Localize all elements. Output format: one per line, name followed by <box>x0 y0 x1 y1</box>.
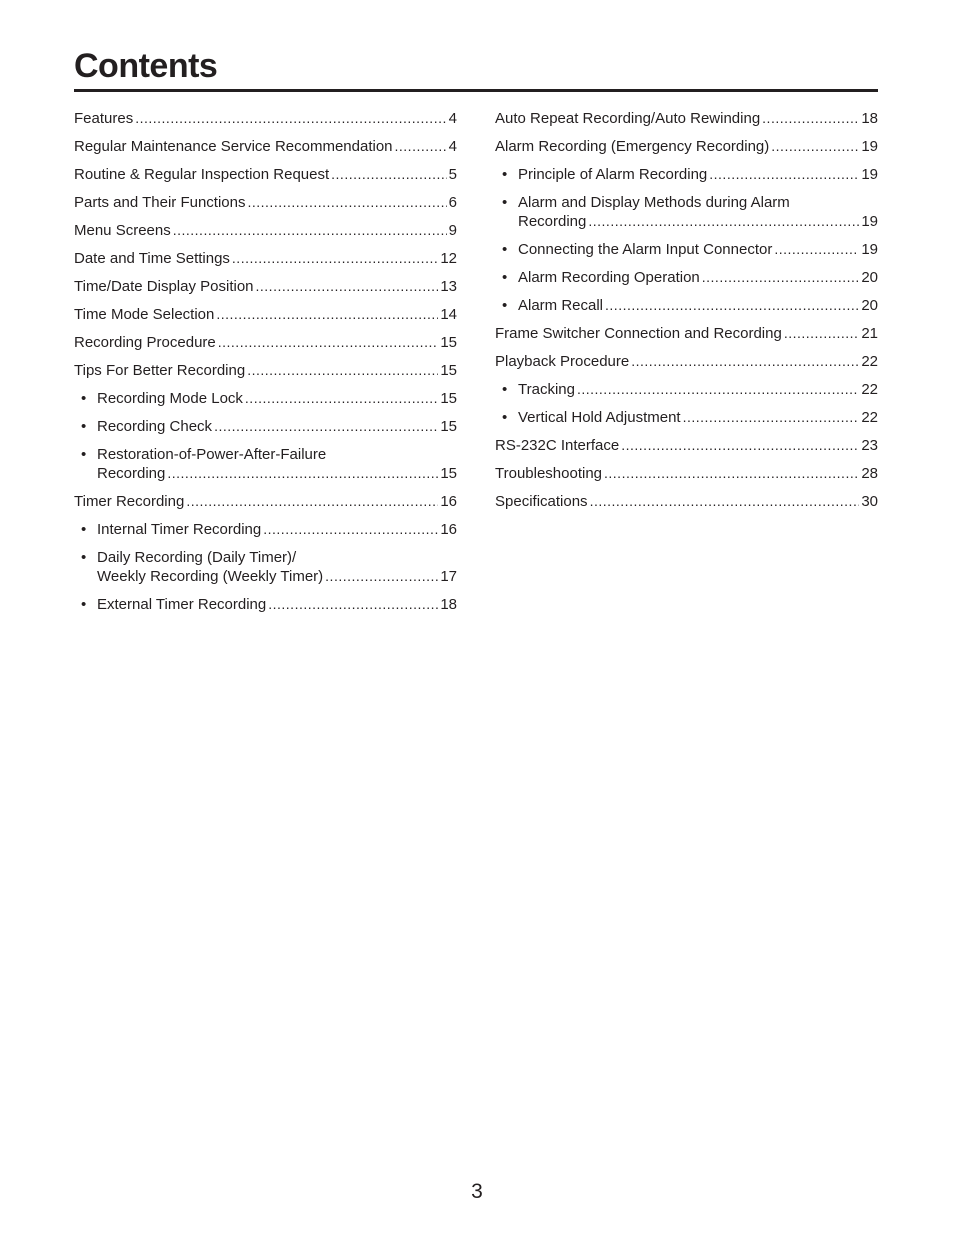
toc-entry-line <box>97 595 457 614</box>
bullet-icon: • <box>502 269 508 286</box>
toc-entry-label: Regular Maintenance Service Recommendation <box>74 138 393 155</box>
toc-entry-line <box>495 324 878 343</box>
toc-entry[interactable] <box>495 464 878 483</box>
dot-leader <box>325 567 438 586</box>
toc-entry-line <box>97 520 457 539</box>
toc-entry-page: 19 <box>861 213 878 230</box>
bullet-icon: • <box>81 549 87 566</box>
toc-entry[interactable] <box>495 324 878 343</box>
bullet-icon: • <box>502 381 508 398</box>
toc-entry-label: Recording <box>518 213 587 230</box>
toc-entry[interactable] <box>74 417 457 436</box>
toc-entry-label: Recording <box>97 465 166 482</box>
toc-entry-line <box>495 352 878 371</box>
toc-entry-page: 17 <box>440 568 457 585</box>
bullet-icon: • <box>81 521 87 538</box>
toc-entry-page: 20 <box>861 269 878 286</box>
toc-entry[interactable] <box>495 380 878 399</box>
toc-entry-line <box>74 277 457 296</box>
toc-entry-page: 18 <box>861 110 878 127</box>
toc-entry[interactable] <box>495 165 878 184</box>
toc-entry-line <box>518 380 878 399</box>
toc-entry-page: 18 <box>440 596 457 613</box>
dot-leader <box>604 464 859 483</box>
toc-entry-page: 22 <box>861 381 878 398</box>
dot-leader <box>709 165 859 184</box>
toc-entry-page: 19 <box>861 241 878 258</box>
dot-leader <box>590 492 860 511</box>
bullet-icon: • <box>502 409 508 426</box>
toc-entry-label: Alarm Recall <box>518 297 604 314</box>
toc-entry-label: Alarm Recording Operation <box>518 269 700 286</box>
toc-entry[interactable] <box>74 109 457 128</box>
toc-entry[interactable] <box>495 268 878 287</box>
toc-entry-label: Recording Mode Lock <box>97 390 243 407</box>
toc-entry-line <box>518 240 878 259</box>
toc-entry-label: Connecting the Alarm Input Connector <box>518 241 773 258</box>
toc-entry-page: 28 <box>861 465 878 482</box>
toc-entry-page: 19 <box>861 138 878 155</box>
toc-entry[interactable] <box>495 109 878 128</box>
toc-entry-label: Recording Procedure <box>74 334 216 351</box>
page-title: Contents <box>74 47 218 85</box>
toc-entry-label-line1: Restoration-of-Power-After-Failure <box>97 446 327 463</box>
bullet-icon: • <box>81 446 87 463</box>
toc-entry-page: 20 <box>861 297 878 314</box>
toc-entry-line <box>97 567 457 586</box>
bullet-icon: • <box>502 166 508 183</box>
toc-entry-line <box>74 137 457 156</box>
toc-entry-label: RS-232C Interface <box>495 437 620 454</box>
toc-entry[interactable] <box>74 333 457 352</box>
toc-entry[interactable] <box>74 249 457 268</box>
toc-entry-page: 9 <box>448 222 457 239</box>
bullet-icon: • <box>502 194 508 211</box>
dot-leader <box>135 109 446 128</box>
toc-entry[interactable] <box>495 436 878 455</box>
toc-entry[interactable] <box>495 240 878 259</box>
bullet-icon: • <box>81 390 87 407</box>
toc-entry-page: 16 <box>440 493 457 510</box>
toc-entry-line <box>518 408 878 427</box>
toc-entry-line <box>74 305 457 324</box>
toc-entry-line <box>74 361 457 380</box>
toc-entry-label: Internal Timer Recording <box>97 521 262 538</box>
toc-entry[interactable] <box>74 548 457 586</box>
toc-entry[interactable] <box>495 492 878 511</box>
toc-left-column <box>74 109 457 623</box>
toc-entry-line <box>74 249 457 268</box>
dot-leader <box>631 352 859 371</box>
toc-entry-label: Date and Time Settings <box>74 250 230 267</box>
dot-leader <box>247 361 438 380</box>
toc-entry-line <box>495 492 878 511</box>
toc-entry-line <box>97 464 457 483</box>
toc-entry[interactable] <box>74 221 457 240</box>
bullet-icon: • <box>502 297 508 314</box>
toc-entry-label: Troubleshooting <box>495 465 603 482</box>
dot-leader <box>762 109 859 128</box>
toc-entry-label: Routine & Regular Inspection Request <box>74 166 330 183</box>
toc-entry-line <box>518 296 878 315</box>
toc-entry-line <box>518 165 878 184</box>
toc-entry[interactable] <box>74 193 457 212</box>
toc-entry[interactable] <box>74 305 457 324</box>
toc-entry-label: Timer Recording <box>74 493 185 510</box>
toc-entry-label: Playback Procedure <box>495 353 630 370</box>
toc-entry-label: Frame Switcher Connection and Recording <box>495 325 782 342</box>
toc-entry[interactable] <box>74 361 457 380</box>
toc-entry-page: 23 <box>861 437 878 454</box>
toc-entry-label: Parts and Their Functions <box>74 194 246 211</box>
toc-entry[interactable] <box>74 492 457 511</box>
toc-entry-line <box>74 221 457 240</box>
toc-entry-page: 4 <box>448 138 457 155</box>
dot-leader <box>263 520 438 539</box>
toc-entry-label: Auto Repeat Recording/Auto Rewinding <box>495 110 761 127</box>
toc-entry-line <box>495 436 878 455</box>
toc-entry-label: Tips For Better Recording <box>74 362 246 379</box>
toc-entry-line <box>97 389 457 408</box>
toc-entry-line <box>518 268 878 287</box>
toc-entry-page: 15 <box>440 418 457 435</box>
toc-entry-line <box>495 137 878 156</box>
dot-leader <box>216 305 438 324</box>
toc-entry-page: 14 <box>440 306 457 323</box>
dot-leader <box>245 389 438 408</box>
toc-entry-label: Vertical Hold Adjustment <box>518 409 681 426</box>
toc-entry-label: Time/Date Display Position <box>74 278 254 295</box>
dot-leader <box>214 417 438 436</box>
toc-entry[interactable] <box>74 520 457 539</box>
toc-entry-page: 16 <box>440 521 457 538</box>
toc-entry[interactable] <box>74 137 457 156</box>
toc-entry-label: Specifications <box>495 493 588 510</box>
toc-right-column <box>495 109 878 520</box>
toc-entry-line <box>495 464 878 483</box>
toc-entry-label: External Timer Recording <box>97 596 267 613</box>
toc-entry[interactable] <box>74 595 457 614</box>
toc-entry-label: Principle of Alarm Recording <box>518 166 708 183</box>
dot-leader <box>268 595 438 614</box>
toc-entry-label: Time Mode Selection <box>74 306 215 323</box>
toc-entry-page: 15 <box>440 362 457 379</box>
toc-entry[interactable] <box>495 193 878 231</box>
dot-leader <box>588 212 859 231</box>
dot-leader <box>331 165 447 184</box>
dot-leader <box>173 221 447 240</box>
toc-entry-line <box>97 417 457 436</box>
dot-leader <box>186 492 438 511</box>
page-number: 3 <box>471 1180 483 1203</box>
toc-entry-label: Tracking <box>518 381 575 398</box>
toc-entry-label: Weekly Recording (Weekly Timer) <box>97 568 324 585</box>
toc-entry-line <box>74 333 457 352</box>
toc-entry[interactable] <box>74 445 457 483</box>
dot-leader <box>577 380 859 399</box>
toc-entry-page: 5 <box>448 166 457 183</box>
dot-leader <box>605 296 859 315</box>
toc-entry[interactable] <box>74 165 457 184</box>
toc-entry-line <box>74 193 457 212</box>
dot-leader <box>232 249 438 268</box>
dot-leader <box>256 277 439 296</box>
toc-entry-page: 30 <box>861 493 878 510</box>
toc-entry-page: 4 <box>448 110 457 127</box>
toc-entry[interactable] <box>495 296 878 315</box>
bullet-icon: • <box>81 418 87 435</box>
toc-entry-line <box>74 109 457 128</box>
toc-entry-page: 13 <box>440 278 457 295</box>
toc-entry-page: 21 <box>861 325 878 342</box>
dot-leader <box>395 137 447 156</box>
title-rule <box>74 89 878 92</box>
toc-entry-line <box>74 165 457 184</box>
toc-entry[interactable] <box>495 352 878 371</box>
toc-entry[interactable] <box>495 408 878 427</box>
toc-entry-page: 15 <box>440 465 457 482</box>
toc-entry-page: 12 <box>440 250 457 267</box>
toc-entry-page: 15 <box>440 390 457 407</box>
toc-entry-label-line1: Daily Recording (Daily Timer)/ <box>97 549 297 566</box>
dot-leader <box>621 436 859 455</box>
toc-entry-label: Menu Screens <box>74 222 171 239</box>
dot-leader <box>774 240 859 259</box>
toc-entry-label: Recording Check <box>97 418 213 435</box>
bullet-icon: • <box>502 241 508 258</box>
bullet-icon: • <box>81 596 87 613</box>
toc-entry-label: Features <box>74 110 134 127</box>
toc-entry-line <box>74 492 457 511</box>
dot-leader <box>702 268 860 287</box>
toc-entry[interactable] <box>74 389 457 408</box>
toc-entry-line <box>495 109 878 128</box>
toc-entry-page: 22 <box>861 409 878 426</box>
dot-leader <box>771 137 859 156</box>
toc-entry-page: 19 <box>861 166 878 183</box>
toc-entry-page: 15 <box>440 334 457 351</box>
dot-leader <box>218 333 439 352</box>
toc-entry-page: 22 <box>861 353 878 370</box>
dot-leader <box>167 464 438 483</box>
toc-entry[interactable] <box>495 137 878 156</box>
toc-entry[interactable] <box>74 277 457 296</box>
toc-entry-label: Alarm Recording (Emergency Recording) <box>495 138 770 155</box>
toc-entry-line <box>518 212 878 231</box>
toc-entry-page: 6 <box>448 194 457 211</box>
dot-leader <box>683 408 860 427</box>
dot-leader <box>784 324 860 343</box>
toc-entry-label-line1: Alarm and Display Methods during Alarm <box>518 194 790 211</box>
dot-leader <box>247 193 446 212</box>
